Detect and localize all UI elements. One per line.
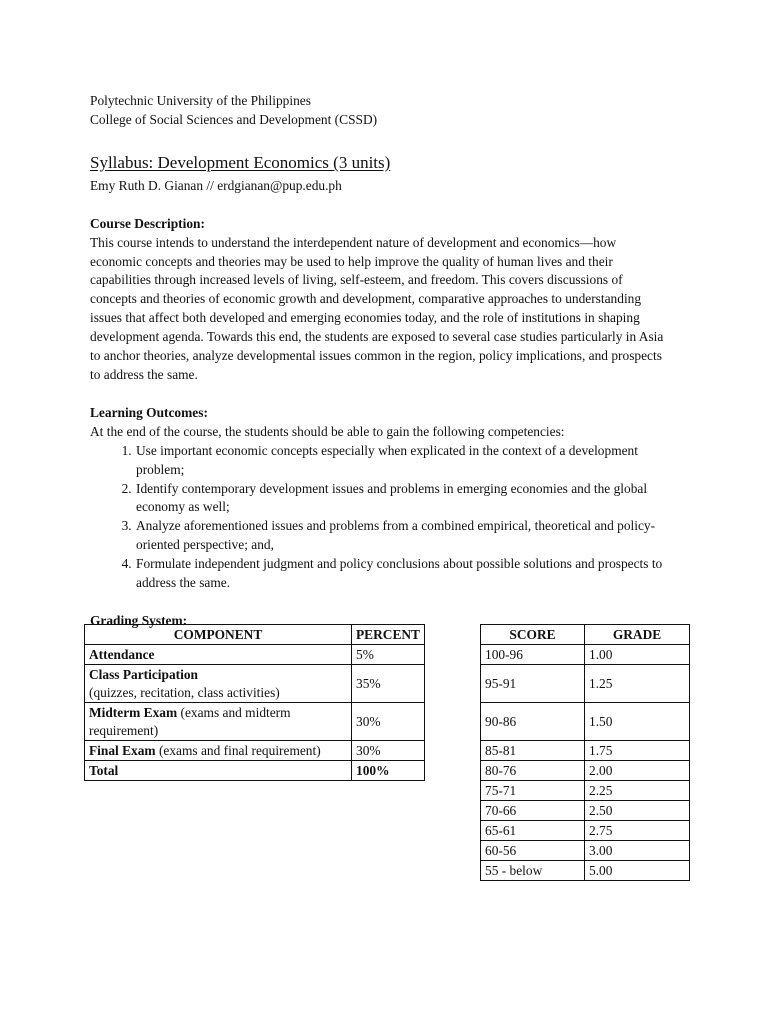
score-cell: 70-66 [481,801,585,821]
component-cell [85,741,352,761]
component-detail: (quizzes, recitation, class activities) [89,684,280,700]
grade-cell: 3.00 [585,841,690,861]
table-row [481,801,690,821]
learning-outcomes-list [90,442,680,593]
component-name: Midterm Exam [89,705,178,720]
grading-system-heading: Grading System: [90,612,188,628]
table-row [481,841,690,861]
component-detail: (exams and midterm requirement) [89,705,291,738]
percent-cell: 5% [352,645,425,665]
total-label: Total [85,761,352,781]
total-row [85,761,425,781]
score-cell: 100-96 [481,645,585,665]
table-row [481,645,690,665]
percent-cell: 30% [352,703,425,741]
table-row [481,861,690,881]
course-description-heading: Course Description: [90,215,205,231]
score-cell: 65-61 [481,821,585,841]
grade-cell: 2.50 [585,801,690,821]
score-cell: 95-91 [481,665,585,703]
university-name: Polytechnic University of the Philippines [90,93,311,108]
table-row [481,741,690,761]
learning-outcomes-heading: Learning Outcomes: [90,404,208,420]
table-row [481,761,690,781]
list-item: 2. Identify contemporary development issues and problems in emerging economies and the global economy as well; [135,480,680,518]
component-name: Final Exam [89,742,156,758]
percent-column-header: PERCENT [352,625,425,645]
component-name: Class Participation [89,667,198,682]
syllabus-title: Syllabus: Development Economics (3 units) [90,152,391,172]
score-cell: 60-56 [481,841,585,861]
table-row [85,645,425,665]
component-name: Attendance [89,646,155,662]
table-row [481,703,690,741]
component-cell [85,665,352,703]
table-row [481,821,690,841]
grade-cell: 2.25 [585,781,690,801]
score-cell: 90-86 [481,703,585,741]
grade-cell: 5.00 [585,861,690,881]
list-item: 1. Use important economic concepts especially when explicated in the context of a development problem; [135,442,680,480]
learning-outcomes-intro: At the end of the course, the students should be able to gain the following competencies: [90,423,565,439]
grade-cell: 1.25 [585,665,690,703]
component-cell [85,703,352,741]
list-item: 4. Formulate independent judgment and policy conclusions about possible solutions and prospects to address the same. [135,555,680,593]
percent-cell: 35% [352,665,425,703]
grade-scale-table [480,624,690,881]
total-percent: 100% [352,761,425,781]
grade-column-header: GRADE [585,625,690,645]
table-row [85,665,425,703]
college-name: College of Social Sciences and Development (CSSD) [90,111,378,127]
table-header-row [85,625,425,645]
table-row [481,665,690,703]
table-row [481,781,690,801]
component-cell [85,645,352,665]
grade-cell: 2.00 [585,761,690,781]
score-cell: 75-71 [481,781,585,801]
grading-components-table [84,624,425,781]
score-cell: 80-76 [481,761,585,781]
score-column-header: SCORE [481,625,585,645]
list-item: 3. Analyze aforementioned issues and problems from a combined empirical, theoretical and policy-oriented perspective; and, [135,517,680,555]
score-cell: 85-81 [481,741,585,761]
table-row [85,703,425,741]
table-row [85,741,425,761]
grade-cell: 2.75 [585,821,690,841]
author-line: Emy Ruth D. Gianan // erdgianan@pup.edu.ph [90,177,342,193]
percent-cell: 30% [352,741,425,761]
grade-cell: 1.50 [585,703,690,741]
course-description-text: This course intends to understand the interdependent nature of development and economics—how economic concepts and theories may be used to help improve the quality of human lives and their capabilities through increased levels of living, self-esteem, and freedom. This covers discussions of concepts and theories of economic growth and development, comparative approaches to understanding issues that affect both developed and emerging economies today, and the role of institutions in shaping development agenda. Towards this end, the students are exposed to several case studies particularly in Asia to anchor theories, analyze developmental issues common in the region, policy implications, and prospects to address the same. [90,234,664,382]
grade-cell: 1.00 [585,645,690,665]
grade-cell: 1.75 [585,741,690,761]
component-column-header: COMPONENT [85,625,352,645]
score-cell: 55 - below [481,861,585,881]
component-detail: (exams and final requirement) [155,742,321,758]
syllabus-document [90,92,690,631]
table-header-row [481,625,690,645]
